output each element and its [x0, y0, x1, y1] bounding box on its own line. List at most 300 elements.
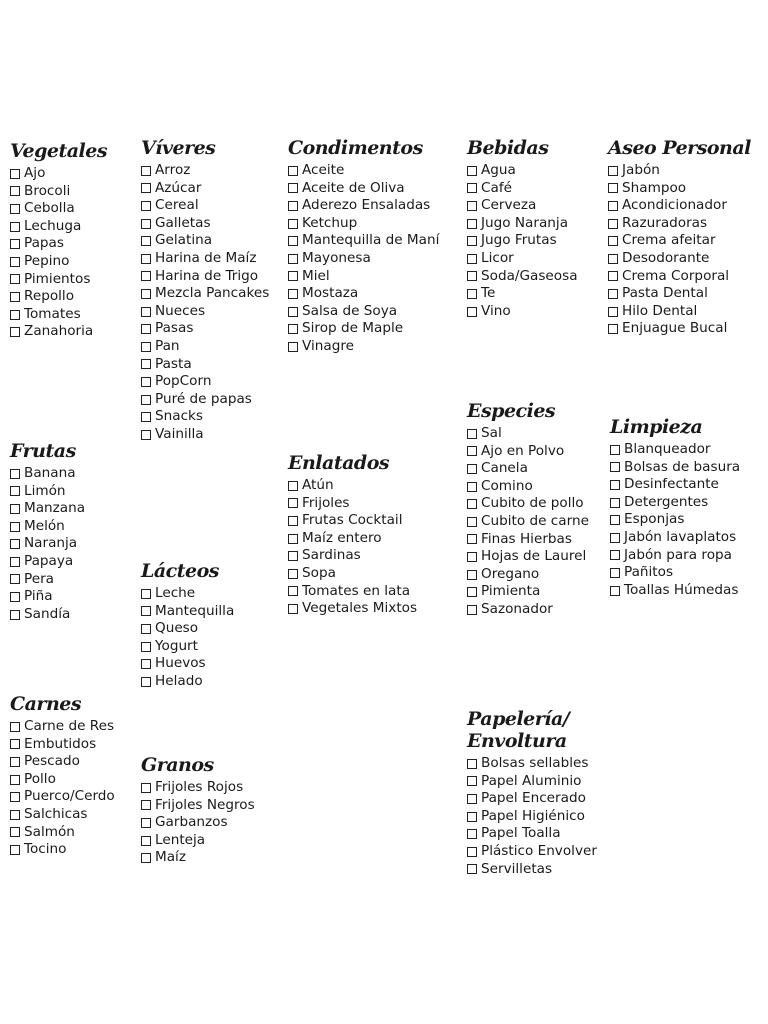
list-item[interactable]	[610, 476, 740, 494]
list-item[interactable]	[141, 232, 269, 250]
checkbox[interactable]	[141, 377, 151, 387]
list-item[interactable]	[467, 197, 578, 215]
checkbox[interactable]	[288, 166, 298, 176]
list-item[interactable]	[608, 250, 751, 268]
checkbox[interactable]	[141, 219, 151, 229]
checkbox[interactable]	[10, 310, 20, 320]
checkbox[interactable]	[141, 201, 151, 211]
list-item[interactable]	[141, 250, 269, 268]
item-label: Agua	[481, 162, 516, 178]
checkbox[interactable]	[10, 775, 20, 785]
list-item[interactable]	[10, 606, 85, 624]
checkbox[interactable]	[608, 289, 618, 299]
list-item[interactable]	[288, 600, 417, 618]
list-item[interactable]	[610, 494, 740, 512]
checkbox[interactable]	[467, 499, 477, 509]
list-item[interactable]	[288, 250, 439, 268]
list-item[interactable]	[288, 583, 417, 601]
list-item[interactable]	[10, 165, 107, 183]
list-item[interactable]	[141, 779, 255, 797]
checkbox[interactable]	[288, 201, 298, 211]
checkbox[interactable]	[467, 254, 477, 264]
checkbox[interactable]	[141, 254, 151, 264]
section-condimentos	[288, 137, 439, 356]
list-item[interactable]	[141, 197, 269, 215]
list-item[interactable]	[467, 162, 578, 180]
checkbox[interactable]	[141, 236, 151, 246]
section-title-frutas: Frutas	[10, 440, 76, 462]
list-item[interactable]	[141, 215, 269, 233]
item-label: Detergentes	[624, 493, 709, 510]
list-item[interactable]	[467, 825, 597, 843]
list-item[interactable]	[467, 790, 597, 808]
list-item[interactable]	[141, 849, 255, 867]
checkbox[interactable]	[467, 570, 477, 580]
list-item[interactable]	[10, 771, 115, 789]
item-label: Galletas	[155, 214, 211, 231]
checkbox[interactable]	[141, 395, 151, 405]
list-item[interactable]	[608, 268, 751, 286]
list-item[interactable]	[467, 755, 597, 773]
list-item[interactable]	[288, 162, 439, 180]
list-item[interactable]	[141, 408, 269, 426]
checkbox[interactable]	[608, 324, 618, 334]
checkbox[interactable]	[141, 589, 151, 599]
list-item[interactable]	[288, 477, 417, 495]
list-item[interactable]	[610, 459, 740, 477]
list-item[interactable]	[141, 603, 234, 621]
list-item[interactable]	[288, 268, 439, 286]
checkbox[interactable]	[288, 516, 298, 526]
checkbox[interactable]	[288, 324, 298, 334]
checkbox[interactable]	[467, 759, 477, 769]
item-list-lacteos	[141, 585, 234, 691]
list-item[interactable]	[610, 564, 740, 582]
checkbox[interactable]	[288, 254, 298, 264]
section-title-papeleria	[467, 708, 597, 752]
checkbox[interactable]	[467, 201, 477, 211]
checkbox[interactable]	[608, 219, 618, 229]
list-item[interactable]	[141, 585, 234, 603]
list-item[interactable]	[467, 531, 589, 549]
checkbox[interactable]	[467, 812, 477, 822]
list-item[interactable]	[288, 285, 439, 303]
item-label: Plástico Envolver	[481, 842, 597, 859]
checkbox[interactable]	[288, 569, 298, 579]
list-item[interactable]	[141, 391, 269, 409]
item-label: Bolsas de basura	[624, 458, 741, 475]
list-item[interactable]	[467, 215, 578, 233]
list-item[interactable]	[467, 250, 578, 268]
checkbox[interactable]	[141, 342, 151, 352]
item-label: Lenteja	[155, 831, 206, 848]
list-item[interactable]	[467, 425, 589, 443]
list-item[interactable]	[10, 718, 115, 736]
item-label: Papel Encerado	[481, 790, 586, 807]
checkbox[interactable]	[288, 271, 298, 281]
list-item[interactable]	[141, 268, 269, 286]
list-item[interactable]	[10, 183, 107, 201]
checkbox[interactable]	[467, 289, 477, 299]
checkbox[interactable]	[288, 236, 298, 246]
checkbox[interactable]	[141, 289, 151, 299]
list-item[interactable]	[467, 303, 578, 321]
section-title-limpieza: Limpieza	[610, 416, 703, 438]
list-item[interactable]	[467, 495, 589, 513]
checkbox[interactable]	[610, 586, 620, 596]
item-label: Pimienta	[481, 583, 541, 600]
checkbox[interactable]	[467, 464, 477, 474]
list-item[interactable]	[10, 306, 107, 324]
list-item[interactable]	[610, 529, 740, 547]
item-label: Pescado	[24, 753, 80, 770]
checkbox[interactable]	[141, 642, 151, 652]
list-item[interactable]	[608, 285, 751, 303]
list-item[interactable]	[141, 338, 269, 356]
checkbox[interactable]	[608, 307, 618, 317]
item-label: Zanahoria	[24, 323, 94, 340]
item-label: Queso	[155, 620, 199, 637]
checkbox[interactable]	[467, 236, 477, 246]
item-list-condimentos	[288, 162, 439, 356]
list-item[interactable]	[141, 320, 269, 338]
checkbox[interactable]	[288, 289, 298, 299]
checkbox[interactable]	[288, 551, 298, 561]
checkbox[interactable]	[467, 829, 477, 839]
checkbox[interactable]	[467, 794, 477, 804]
list-item[interactable]	[288, 547, 417, 565]
item-label: Sal	[481, 425, 502, 441]
item-label: Papel Toalla	[481, 825, 561, 842]
list-item[interactable]	[141, 832, 255, 850]
list-item[interactable]	[288, 565, 417, 583]
checkbox[interactable]	[10, 845, 20, 855]
list-item[interactable]	[10, 518, 85, 536]
section-viveres	[141, 137, 269, 444]
checkbox[interactable]	[608, 254, 618, 264]
list-item[interactable]	[467, 285, 578, 303]
checkbox[interactable]	[141, 624, 151, 634]
checkbox[interactable]	[141, 659, 151, 669]
checkbox[interactable]	[467, 517, 477, 527]
list-item[interactable]	[288, 197, 439, 215]
checkbox[interactable]	[141, 836, 151, 846]
list-item[interactable]	[288, 338, 439, 356]
list-item[interactable]	[141, 303, 269, 321]
list-item[interactable]	[10, 788, 115, 806]
item-label: Azúcar	[155, 179, 202, 196]
list-item[interactable]	[141, 814, 255, 832]
checkbox[interactable]	[467, 587, 477, 597]
item-label: Mantequilla	[155, 602, 235, 619]
item-label: Garbanzos	[155, 814, 228, 831]
list-item[interactable]	[141, 285, 269, 303]
checkbox[interactable]	[141, 166, 151, 176]
checkbox[interactable]	[141, 307, 151, 317]
list-item[interactable]	[288, 512, 417, 530]
checkbox[interactable]	[10, 504, 20, 514]
item-label: Crema afeitar	[622, 232, 716, 249]
checkbox[interactable]	[608, 201, 618, 211]
checkbox[interactable]	[610, 550, 620, 560]
section-frutas	[10, 440, 85, 623]
checkbox[interactable]	[467, 534, 477, 544]
checkbox[interactable]	[467, 166, 477, 176]
checkbox[interactable]	[10, 827, 20, 837]
checkbox[interactable]	[610, 498, 620, 508]
list-item[interactable]	[141, 426, 269, 444]
item-label: Papaya	[24, 552, 74, 569]
list-item[interactable]	[288, 495, 417, 513]
list-item[interactable]	[141, 162, 269, 180]
item-label: Cereal	[155, 197, 199, 214]
checkbox[interactable]	[467, 219, 477, 229]
checkbox[interactable]	[10, 257, 20, 267]
checkbox[interactable]	[10, 186, 20, 196]
checkbox[interactable]	[10, 610, 20, 620]
item-label: Blanqueador	[624, 441, 711, 457]
list-item[interactable]	[141, 620, 234, 638]
list-item[interactable]	[10, 841, 115, 859]
item-list-aseo	[608, 162, 751, 338]
checkbox[interactable]	[10, 792, 20, 802]
item-label: Leche	[155, 585, 196, 601]
list-item[interactable]	[10, 200, 107, 218]
checkbox[interactable]	[10, 522, 20, 532]
list-item[interactable]	[467, 548, 589, 566]
checkbox[interactable]	[467, 847, 477, 857]
list-item[interactable]	[141, 673, 234, 691]
list-item[interactable]	[288, 303, 439, 321]
checkbox[interactable]	[610, 568, 620, 578]
checkbox[interactable]	[10, 469, 20, 479]
checkbox[interactable]	[10, 204, 20, 214]
checkbox[interactable]	[288, 219, 298, 229]
section-vegetales	[10, 140, 107, 341]
checkbox[interactable]	[10, 539, 20, 549]
item-label: Cubito de pollo	[481, 495, 584, 512]
list-item[interactable]	[10, 500, 85, 518]
checkbox[interactable]	[288, 307, 298, 317]
list-item[interactable]	[288, 180, 439, 198]
list-item[interactable]	[10, 271, 107, 289]
checkbox[interactable]	[467, 183, 477, 193]
list-item[interactable]	[608, 162, 751, 180]
list-item[interactable]	[288, 232, 439, 250]
checkbox[interactable]	[467, 605, 477, 615]
item-label: Pepino	[24, 252, 70, 269]
list-item[interactable]	[141, 356, 269, 374]
list-item[interactable]	[608, 215, 751, 233]
list-item[interactable]	[288, 530, 417, 548]
list-item[interactable]	[467, 180, 578, 198]
checkbox[interactable]	[288, 498, 298, 508]
item-label: Pasta Dental	[622, 285, 708, 302]
section-papeleria	[467, 708, 597, 878]
checkbox[interactable]	[10, 169, 20, 179]
checkbox[interactable]	[141, 677, 151, 687]
checkbox[interactable]	[141, 412, 151, 422]
list-item[interactable]	[467, 268, 578, 286]
checkbox[interactable]	[608, 236, 618, 246]
checkbox[interactable]	[288, 481, 298, 491]
checkbox[interactable]	[141, 430, 151, 440]
item-label: Jabón lavaplatos	[624, 528, 737, 545]
list-item[interactable]	[608, 197, 751, 215]
checkbox[interactable]	[608, 166, 618, 176]
checkbox[interactable]	[610, 480, 620, 490]
list-item[interactable]	[10, 288, 107, 306]
list-item[interactable]	[10, 253, 107, 271]
list-item[interactable]	[10, 553, 85, 571]
checkbox[interactable]	[141, 606, 151, 616]
list-item[interactable]	[141, 655, 234, 673]
list-item[interactable]	[467, 773, 597, 791]
checkbox[interactable]	[608, 271, 618, 281]
item-label: Salmón	[24, 823, 75, 840]
checkbox[interactable]	[10, 739, 20, 749]
item-label: Hojas de Laurel	[481, 548, 587, 565]
checkbox[interactable]	[10, 222, 20, 232]
list-item[interactable]	[467, 513, 589, 531]
checkbox[interactable]	[610, 462, 620, 472]
item-label: Harina de Trigo	[155, 267, 259, 284]
item-label: Frijoles Negros	[155, 796, 255, 813]
checkbox[interactable]	[610, 533, 620, 543]
list-item[interactable]	[10, 465, 85, 483]
checkbox[interactable]	[10, 292, 20, 302]
list-item[interactable]	[467, 808, 597, 826]
list-item[interactable]	[10, 806, 115, 824]
list-item[interactable]	[10, 753, 115, 771]
list-item[interactable]	[610, 441, 740, 459]
checkbox[interactable]	[610, 515, 620, 525]
item-label: Vainilla	[155, 425, 204, 442]
list-item[interactable]	[610, 511, 740, 529]
item-label: Tocino	[24, 841, 67, 858]
checkbox[interactable]	[141, 359, 151, 369]
item-label: Papel Higiénico	[481, 807, 585, 824]
checkbox[interactable]	[288, 534, 298, 544]
list-item[interactable]	[608, 303, 751, 321]
checkbox[interactable]	[288, 342, 298, 352]
checkbox[interactable]	[10, 327, 20, 337]
list-item[interactable]	[467, 443, 589, 461]
checkbox[interactable]	[10, 722, 20, 732]
list-item[interactable]	[10, 323, 107, 341]
item-label: PopCorn	[155, 373, 212, 390]
list-item[interactable]	[10, 235, 107, 253]
item-label: Papas	[24, 235, 64, 252]
list-item[interactable]	[288, 320, 439, 338]
item-label: Shampoo	[622, 179, 687, 196]
list-item[interactable]	[608, 180, 751, 198]
list-item[interactable]	[467, 843, 597, 861]
checkbox[interactable]	[467, 776, 477, 786]
list-item[interactable]	[467, 460, 589, 478]
checkbox[interactable]	[467, 307, 477, 317]
checkbox[interactable]	[10, 592, 20, 602]
list-item[interactable]	[288, 215, 439, 233]
checkbox[interactable]	[141, 800, 151, 810]
item-label: Razuradoras	[622, 214, 708, 231]
item-label: Cubito de carne	[481, 512, 589, 529]
checkbox[interactable]	[288, 586, 298, 596]
list-item[interactable]	[10, 824, 115, 842]
checkbox[interactable]	[10, 757, 20, 767]
item-label: Mantequilla de Maní	[302, 232, 440, 249]
list-item[interactable]	[610, 582, 740, 600]
item-label: Frutas Cocktail	[302, 512, 403, 529]
list-item[interactable]	[141, 797, 255, 815]
checkbox[interactable]	[141, 271, 151, 281]
item-label: Ajo en Polvo	[481, 442, 565, 459]
checkbox[interactable]	[141, 183, 151, 193]
checkbox[interactable]	[10, 810, 20, 820]
item-label: Tomates	[24, 305, 81, 322]
checkbox[interactable]	[467, 482, 477, 492]
list-item[interactable]	[467, 232, 578, 250]
checkbox[interactable]	[10, 486, 20, 496]
item-label: Jabón para ropa	[624, 546, 732, 563]
checkbox[interactable]	[610, 445, 620, 455]
checkbox[interactable]	[467, 864, 477, 874]
checkbox[interactable]	[288, 604, 298, 614]
item-label: Café	[481, 179, 512, 196]
list-item[interactable]	[467, 601, 589, 619]
item-label: Canela	[481, 460, 528, 477]
list-item[interactable]	[10, 218, 107, 236]
list-item[interactable]	[467, 566, 589, 584]
item-label: Embutidos	[24, 735, 97, 752]
list-item[interactable]	[10, 571, 85, 589]
list-item[interactable]	[467, 583, 589, 601]
section-title-granos: Granos	[141, 754, 214, 776]
checkbox[interactable]	[467, 552, 477, 562]
checkbox[interactable]	[467, 429, 477, 439]
checkbox[interactable]	[141, 324, 151, 334]
list-item[interactable]	[141, 638, 234, 656]
checkbox[interactable]	[141, 853, 151, 863]
list-item[interactable]	[141, 373, 269, 391]
checkbox[interactable]	[141, 818, 151, 828]
list-item[interactable]	[608, 320, 751, 338]
item-label: Miel	[302, 267, 330, 284]
checkbox[interactable]	[10, 274, 20, 284]
item-label: Sirop de Maple	[302, 320, 404, 337]
checkbox[interactable]	[467, 271, 477, 281]
checkbox[interactable]	[608, 183, 618, 193]
list-item[interactable]	[10, 535, 85, 553]
checkbox[interactable]	[288, 183, 298, 193]
item-label: Gelatina	[155, 232, 213, 249]
checkbox[interactable]	[10, 239, 20, 249]
checkbox[interactable]	[10, 574, 20, 584]
checkbox[interactable]	[10, 557, 20, 567]
list-item[interactable]	[610, 547, 740, 565]
list-item[interactable]	[467, 861, 597, 879]
list-item[interactable]	[608, 232, 751, 250]
checkbox[interactable]	[141, 783, 151, 793]
item-label: Jugo Frutas	[481, 232, 557, 249]
list-item[interactable]	[10, 483, 85, 501]
checkbox[interactable]	[467, 446, 477, 456]
list-item[interactable]	[467, 478, 589, 496]
list-item[interactable]	[141, 180, 269, 198]
item-label: Mostaza	[302, 285, 359, 302]
list-item[interactable]	[10, 736, 115, 754]
list-item[interactable]	[10, 588, 85, 606]
